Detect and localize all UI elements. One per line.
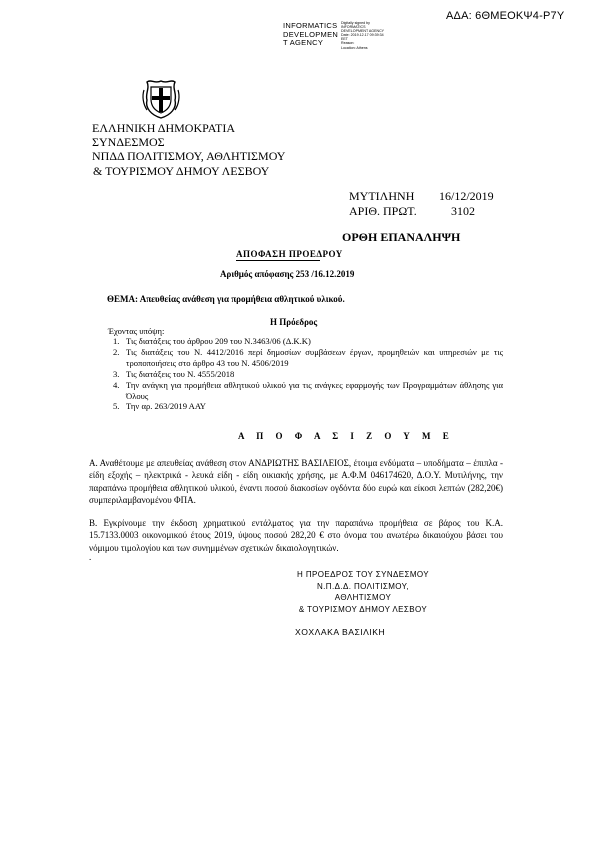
paragraph-a: Α. Αναθέτουμε με απευθείας ανάθεση στον ΑΝΔΡΙΩΤΗΣ ΒΑΣΙΛΕΙΟΣ, έτοιμα ενδύματα – υποδήματα – έπιπλα - είδη εξοχής – ηλεκτρικά - λευκά είδη - είδη οικιακής χρήσης, με Α.Φ.Μ 046174620, Δ.Ο.Υ. Μυτιλήνης, την παραπάνω προμήθεια αθλητικού υλικού, έναντι ποσού διακοσίων ογδόντα δύο ευρώ και είκοσι λεπτών (282,20€) συμπεριλαμβανομένου ΦΠΑ. (89, 458, 503, 505)
place-date-block (349, 189, 509, 219)
considering-label: Έχοντας υπόψη: (108, 326, 165, 336)
stamp-line: Location: Athens (341, 45, 368, 50)
header-line: ΣΥΝΔΕΣΜΟΣ (92, 135, 165, 150)
stamp-line: INFORMATICS (341, 25, 366, 30)
list-item: 3. Τις διατάξεις του Ν. 4555/2018 (113, 368, 235, 379)
logo-line: DEVELOPMEN (283, 29, 339, 39)
logo-line: T AGENCY (283, 38, 324, 47)
header-line: ΝΠΔΔ ΠΟΛΙΤΙΣΜΟΥ, ΑΘΛΗΤΙΣΜΟΥ (92, 149, 286, 164)
stamp-line: Digitally signed by (341, 21, 370, 25)
title-underline (236, 260, 320, 261)
correction-title: ΟΡΘΗ ΕΠΑΝΑΛΗΨΗ (342, 230, 461, 244)
logo-line: INFORMATICS (283, 21, 338, 30)
ada-code: ΑΔΑ: 6ΘΜΕΟΚΨ4-Ρ7Υ (446, 10, 565, 22)
decision-heading: Α Π Ο Φ Α Σ Ι Ζ Ο Υ Μ Ε (238, 431, 454, 441)
signature-line: Ν.Π.Δ.Δ. ΠΟΛΙΤΙΣΜΟΥ, ΑΘΛΗΤΙΣΜΟΥ (317, 581, 409, 602)
stamp-line: DEVELOPMENT AGENCY (341, 29, 385, 34)
list-item: 4. Την ανάγκη για προμήθεια αθλητικού υλικού για τις ανάγκες εφαρμογής των Προγραμμάτων άθλησης για Όλους (113, 379, 503, 401)
header-line: ΕΛΛΗΝΙΚΗ ΔΗΜΟΚΡΑΤΙΑ (92, 121, 236, 135)
president-heading: Η Πρόεδρος (270, 317, 318, 327)
stamp-line: EET (341, 37, 348, 42)
list-item: 1. Τις διατάξεις του άρθρου 209 του Ν.3463/06 (Δ.Κ.Κ) (113, 336, 311, 346)
protocol-label: ΑΡΙΘ. ΠΡΩΤ. (349, 204, 417, 218)
header-line: & ΤΟΥΡΙΣΜΟΥ ΔΗΜΟΥ ΛΕΣΒΟΥ (93, 163, 270, 178)
considerations-list (113, 336, 503, 412)
protocol-number: 3102 (451, 204, 475, 218)
signature-line: & ΤΟΥΡΙΣΜΟΥ ΔΗΜΟΥ ΛΕΣΒΟΥ (298, 604, 428, 614)
signature-block (296, 569, 430, 615)
signature-line: Η ΠΡΟΕΔΡΟΣ ΤΟΥ ΣΥΝΔΕΣΜΟΥ (297, 570, 429, 579)
list-item: 5. Την αρ. 263/2019 ΑΑΥ (113, 401, 206, 412)
paragraph-b: Β. Εγκρίνουμε την έκδοση χρηματικού εντάλματος για την παραπάνω προμήθεια σε βάρος του Κ.Α. 15.7133.0003 οικονομικού έτους 2019, ύψους ποσού 282,20 € στο όνομα του ανωτέρω δικαιούχου βάσει του νόμιμου τιμολογίου και των συνημμένων σχετικών δικαιολογητικών. (89, 518, 503, 553)
greek-emblem-icon (141, 78, 181, 120)
decision-title: ΑΠΟΦΑΣΗ ΠΡΟΕΔΡΟΥ (236, 249, 343, 259)
subject-line: ΘΕΜΑ: Απευθείας ανάθεση για προμήθεια αθλητικού υλικού. (107, 294, 345, 304)
stamp-line: Reason: (341, 41, 355, 46)
signatory-name: ΧΟΧΛΑΚΑ ΒΑΣΙΛΙΚΗ (295, 627, 386, 637)
issuer-header (92, 121, 285, 178)
decision-number: Αριθμός απόφασης 253 /16.12.2019 (220, 269, 355, 279)
digital-signature-stamp (341, 21, 384, 50)
date-value: 16/12/2019 (439, 189, 494, 203)
list-item: 2. Τις διατάξεις του Ν. 4412/2016 περί δημοσίων συμβάσεων έργων, προμηθειών και υπηρεσιών με τις τροποποιήσεις στο άρθρο 43 του Ν. 4506/2019 (113, 346, 503, 368)
stamp-line: Date: 2019.12.17 09:39:34 (341, 33, 384, 38)
city-label: ΜΥΤΙΛΗΝΗ (349, 189, 415, 203)
trailing-dot: . (89, 552, 92, 562)
